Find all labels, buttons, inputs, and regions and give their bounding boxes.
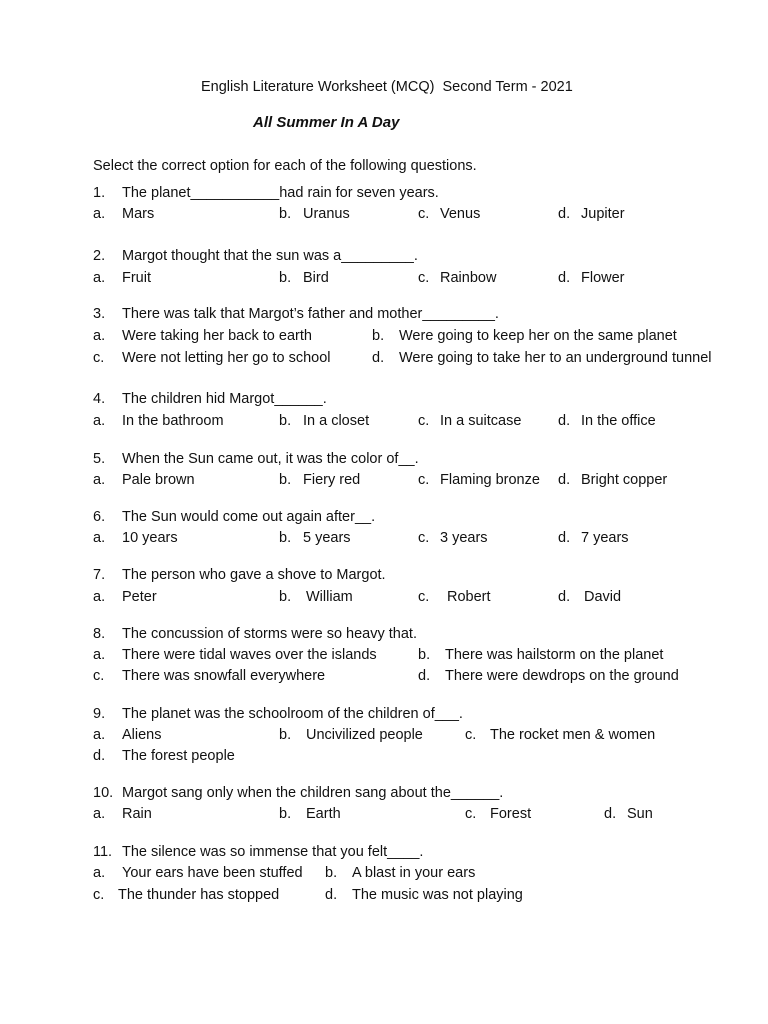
option-letter: b. <box>279 589 292 605</box>
option-letter: b. <box>325 865 338 881</box>
option-letter: c. <box>418 530 430 546</box>
option-c: In a suitcase <box>440 413 522 429</box>
question-number: 1. <box>93 185 106 201</box>
option-d: Sun <box>627 806 653 822</box>
option-letter: d. <box>558 206 571 222</box>
option-letter: b. <box>279 806 292 822</box>
question-number: 8. <box>93 626 106 642</box>
option-c: There was snowfall everywhere <box>122 668 326 684</box>
option-b: Bird <box>303 270 329 286</box>
option-b: Were going to keep her on the same planet <box>399 328 677 344</box>
option-d: The music was not playing <box>352 887 523 903</box>
option-letter: c. <box>418 472 430 488</box>
option-c: Venus <box>440 206 481 222</box>
option-a: Mars <box>122 206 155 222</box>
option-a: Pale brown <box>122 472 195 488</box>
option-letter: a. <box>93 806 106 822</box>
option-a: Your ears have been stuffed <box>122 865 303 881</box>
question-text: There was talk that Margot’s father and mother_________. <box>122 306 499 322</box>
option-c: The rocket men & women <box>490 727 656 743</box>
option-a: Were taking her back to earth <box>122 328 312 344</box>
option-letter: c. <box>93 350 105 366</box>
option-d: Flower <box>581 270 625 286</box>
question-number: 11. <box>93 844 113 860</box>
option-b: Fiery red <box>303 472 361 488</box>
option-letter: a. <box>93 472 106 488</box>
question-number: 3. <box>93 306 106 322</box>
question-text: When the Sun came out, it was the color of__. <box>122 451 419 467</box>
option-letter: a. <box>93 270 106 286</box>
story-title: All Summer In A Day <box>253 114 400 131</box>
option-c: Flaming bronze <box>440 472 540 488</box>
option-letter: d. <box>558 270 571 286</box>
option-letter: d. <box>325 887 338 903</box>
option-b: A blast in your ears <box>352 865 476 881</box>
option-letter: d. <box>418 668 431 684</box>
option-letter: b. <box>279 727 292 743</box>
option-letter: c. <box>93 668 105 684</box>
option-letter: a. <box>93 206 106 222</box>
option-b: Earth <box>306 806 341 822</box>
option-b: William <box>306 589 353 605</box>
option-d: The forest people <box>122 748 235 764</box>
option-d: Jupiter <box>581 206 625 222</box>
option-d: 7 years <box>581 530 629 546</box>
option-d: There were dewdrops on the ground <box>445 668 679 684</box>
option-a: Peter <box>122 589 157 605</box>
question-number: 2. <box>93 248 106 264</box>
option-b: There was hailstorm on the planet <box>445 647 664 663</box>
option-letter: a. <box>93 727 106 743</box>
question-text: The planet___________had rain for seven years. <box>122 185 439 201</box>
option-b: In a closet <box>303 413 370 429</box>
question-text: The concussion of storms were so heavy that. <box>122 626 417 642</box>
option-letter: c. <box>93 887 105 903</box>
option-letter: a. <box>93 530 106 546</box>
question-number: 9. <box>93 706 106 722</box>
question-text: The children hid Margot______. <box>122 391 327 407</box>
question-number: 7. <box>93 567 106 583</box>
option-letter: c. <box>418 413 430 429</box>
option-a: Fruit <box>122 270 151 286</box>
option-a: 10 years <box>122 530 178 546</box>
question-text: The silence was so immense that you felt____. <box>122 844 424 860</box>
option-letter: a. <box>93 328 106 344</box>
option-letter: c. <box>418 270 430 286</box>
option-letter: a. <box>93 589 106 605</box>
question-number: 6. <box>93 509 106 525</box>
question-number: 5. <box>93 451 106 467</box>
option-b: Uranus <box>303 206 350 222</box>
option-letter: c. <box>418 206 430 222</box>
option-letter: d. <box>604 806 617 822</box>
option-c: Were not letting her go to school <box>122 350 331 366</box>
option-letter: a. <box>93 413 106 429</box>
option-a: Rain <box>122 806 152 822</box>
question-text: The Sun would come out again after__. <box>122 509 376 525</box>
option-letter: b. <box>279 472 292 488</box>
question-text: Margot sang only when the children sang about the______. <box>122 785 504 801</box>
option-letter: b. <box>372 328 385 344</box>
option-a: There were tidal waves over the islands <box>122 647 377 663</box>
option-c: Forest <box>490 806 532 822</box>
option-c: The thunder has stopped <box>118 887 280 903</box>
option-letter: c. <box>465 806 477 822</box>
option-letter: d. <box>558 413 571 429</box>
question-number: 10. <box>93 785 114 801</box>
option-a: In the bathroom <box>122 413 224 429</box>
option-d: Were going to take her to an underground tunnel <box>399 350 712 366</box>
option-letter: b. <box>279 413 292 429</box>
question-text: The planet was the schoolroom of the children of___. <box>122 706 463 722</box>
option-letter: d. <box>558 589 571 605</box>
option-letter: c. <box>418 589 430 605</box>
option-letter: d. <box>93 748 106 764</box>
option-letter: d. <box>372 350 385 366</box>
option-letter: d. <box>558 472 571 488</box>
worksheet-title: English Literature Worksheet (MCQ) Second Term - 2021 <box>201 79 573 95</box>
option-c: Rainbow <box>440 270 497 286</box>
option-a: Aliens <box>122 727 162 743</box>
option-c: Robert <box>447 589 491 605</box>
option-d: In the office <box>581 413 656 429</box>
option-letter: a. <box>93 865 106 881</box>
option-letter: b. <box>279 270 292 286</box>
option-letter: b. <box>279 530 292 546</box>
option-b: 5 years <box>303 530 351 546</box>
option-d: David <box>584 589 622 605</box>
option-c: 3 years <box>440 530 488 546</box>
option-letter: b. <box>418 647 431 663</box>
question-text: The person who gave a shove to Margot. <box>122 567 386 583</box>
option-b: Uncivilized people <box>306 727 423 743</box>
instructions: Select the correct option for each of the following questions. <box>93 158 477 174</box>
option-letter: b. <box>279 206 292 222</box>
question-text: Margot thought that the sun was a_________. <box>122 248 418 264</box>
question-number: 4. <box>93 391 106 407</box>
option-letter: c. <box>465 727 477 743</box>
option-letter: a. <box>93 647 106 663</box>
option-d: Bright copper <box>581 472 668 488</box>
option-letter: d. <box>558 530 571 546</box>
